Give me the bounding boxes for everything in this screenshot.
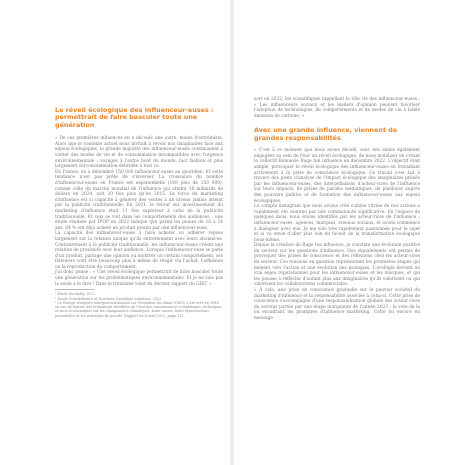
footnote: ² Étude Traackfluence et Northern Candidate Solutions, 2022. <box>55 296 163 301</box>
left-page <box>55 0 223 465</box>
book-gutter <box>230 0 234 465</box>
footnotes <box>55 292 223 318</box>
footnote: ¹ Étude Stocksfiy, 2022. <box>55 292 96 297</box>
right-paragraph: Depuis la création de Rage ton influence, je constate une évolution positive du secteur sur les questions d'influence. Nos signalements ont permis de provoquer des prises de conscience et des réflexions chez les acteur·rices du secteur. Ces tensions en question représentent les premières étapes qui mènent vers l'action et une évolution des pratiques. L'écologie devient un vrai enjeu réputationnel pour les influenceur·euses et les marques, et qui les pousse à réfléchir d'autant plus aux imaginaires qu'ils valorisent ou qui valorisent les collaborations commerciales. <box>254 243 420 288</box>
right-paragraph: « À cela, une prise de conscience graduelle sur le pouvoir sociétal du marketing d'influence et la responsabilité associée à celui-ci. Cette prise de conscience s'accompagne d'une responsabilisation globale des acteur·rices du secteur portée par une étape marquante de l'année 2023 : le vote de la loi encadrant les pratiques d'influence marketing. Cette loi encore en message <box>254 288 420 321</box>
right-body <box>254 148 420 321</box>
left-paragraph: « De ces premières influences en a découlé une autre, moins d'extrémiste. Alors que le contexte actuel nous invitait à revoir nos imaginaires face aux enjeux écologiques, la grande majorité des influenceur·euses continuaient à vanter des modes de vie et de consommation incompatibles avec l'urgence environnementale : voyages à l'autre bout du monde, fast fashion et plus largement surconsommation débridée à tout va. <box>55 136 223 170</box>
right-paragraph: Le compte instagram que nous avions créé comme vitrine de nos actions a rapidement été soutenu par une communauté significative. En l'espace de quelques mois, nous étions identifiés par les acteur·rices de l'influence : influenceur·euses, agences, marques, réseaux sociaux, et avons commencé à dialoguer avec eux. Je me suis très rapidement passionnée pour le sujet et ai vu envie d'aller plus loin en faveur de la transformation écologique nous-même. <box>254 204 420 243</box>
left-body <box>55 136 223 287</box>
left-paragraph: En France, on a dénombré 150 000 influenceur·euses au quotidien. Et cette tendance n'est pas prête de s'inverser. La croissance du nombre d'influenceur·euses en France est exponentielle (169 plus de 150 000), comme celle du marché mondial de l'influence qui atteint 16 milliards de dollars en 2024, soit 20 fois plus qu'en 2015. La force du marketing d'influence est si capacité à générer des ventes à un niveau jamais atteint par la publicité traditionnelle. En 2021, le retour sur investissement du marketing d'influence était 11 fois supérieur à celui de la publicité traditionnelle. Et cela se voit dans les comportements des audiences : une étude réalisée par IFOP en 2022 indique que parmi les jeunes de 18 à 24 ans, 64 % ont déjà acheté un produit promu par une influenceur·euse. <box>55 169 223 231</box>
left-section-heading: Le réveil écologique des influenceur·euses : permettrait de faire basculer toute une génération <box>55 106 214 129</box>
right-intro-paragraph: sort en 2022, les scientifiques rappellent le rôle clé des influenceur·euses : « Les influenceurs sociaux et les leaders d'opinion peuvent favoriser l'adoption de technologies, de comportements et de modes de vie à faible émission de carbone. » <box>254 97 420 119</box>
left-paragraph: La capacité des influenceur·euses à faire acheter ou adhérer repose largement sur la relation unique qu'ils entretiennent avec leurs abonné·es. Contrairement à la publicité traditionnelle, les influenceur·euses créent une relation de proximité avec leur audience. Lorsque l'influenceur·euse se parle d'un produit, partage une opinion ou montrer un certain comportement, ses followers vont être beaucoup plus à même de réagir via l'achat, l'adhésion ou la reproduction du comportement. <box>55 231 223 270</box>
right-section-heading: Avec une grande influence, viennent de grandes responsabilités <box>254 126 398 142</box>
right-page <box>254 0 420 465</box>
footnote: ³ Le Groupe d'experts intergouvernemental sur l'évolution du climat (GIEC) a été créé en 1988 en vue de fournir des évaluations détaillées de l'état des connaissances scientifiques, techniques et socio-économiques sur les changements climatiques, leurs causes, leurs répercussions potentielles et les stratégies de parade. Rapport du 4 avril 2022, page 131. <box>55 300 222 318</box>
footnote-divider <box>55 289 95 290</box>
right-paragraph: « C'est à ce moment que nous avons décidé, avec des amies également engagées au sein de Pour un réveil écologique, de nous mobiliser en créant le collectif Bonnevie Rage ton influence en décembre 2022. L'objectif était simple, provoquer le réveil écologique des influenceur·euses en travaillant activement à la prise de conscience écologique. Ce travail s'est fait à travers des posts d'analyse de l'impact écologique des imaginaires prônés par les influenceur·euses, des interpellations d'acteur·rices de l'influence sur leurs impacts, de prises de paroles médiatiques, de plaidoyer auprès des pouvoirs publics et de formation des influenceur·euses aux enjeux écologiques. <box>254 148 420 204</box>
left-paragraph: J'ai donc pensé : « Une réveil écologique permettrait de faire basculer toute une génération sur les problématiques environnementales. Et je ne suis pas la seule à le dire ! Dans le treizième volet du dernier rapport du GIEC » <box>55 270 223 287</box>
